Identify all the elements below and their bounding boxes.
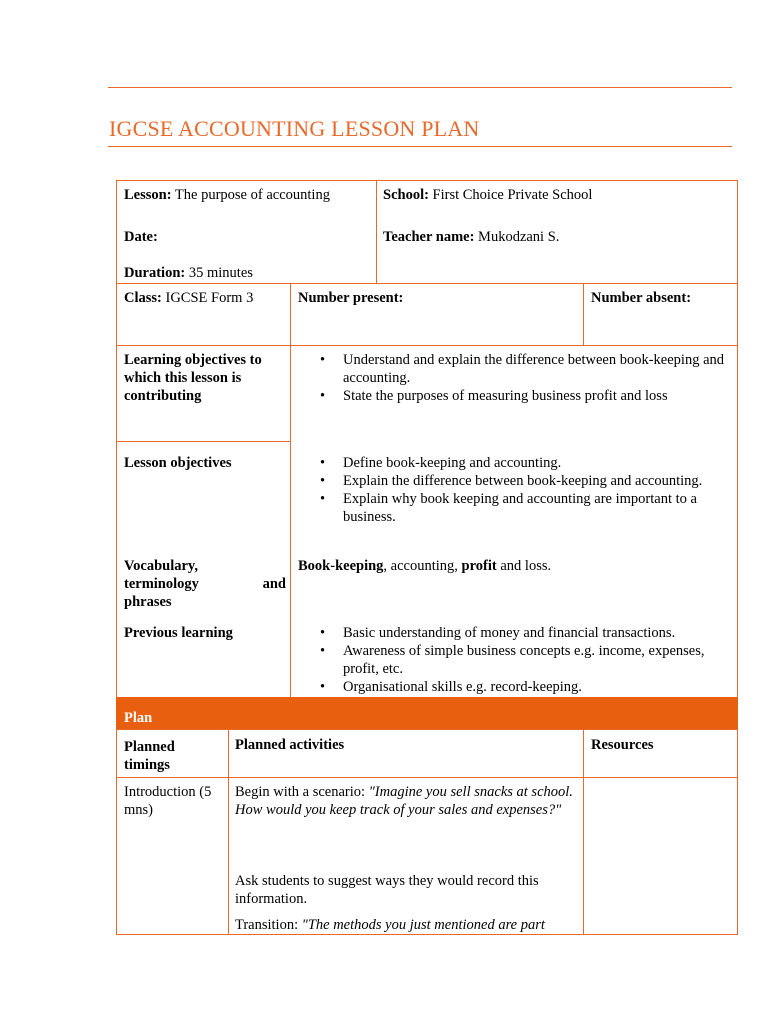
absent-label: Number absent: bbox=[591, 290, 692, 306]
present-label: Number present: bbox=[298, 290, 404, 306]
previous-learning-label: Previous learning bbox=[124, 625, 233, 641]
row1-transition-quote: "The methods you just mentioned are part bbox=[301, 917, 545, 933]
list-item: • Explain the difference between book-keeping and accounting. bbox=[317, 472, 732, 490]
page-title: IGCSE ACCOUNTING LESSON PLAN bbox=[109, 116, 480, 141]
vocabulary-text bbox=[298, 557, 551, 575]
vocabulary-label bbox=[124, 557, 286, 611]
class-label: Class: bbox=[124, 290, 162, 306]
row1-quote: "Imagine you sell snacks at school. How would you keep track of your sales and expenses?" bbox=[235, 784, 573, 818]
list-item: • Define book-keeping and accounting. bbox=[317, 454, 732, 472]
lesson-value: The purpose of accounting bbox=[174, 187, 330, 203]
top-rule bbox=[108, 87, 732, 88]
school-label: School: bbox=[383, 187, 429, 203]
list-item: • Explain why book keeping and accounting are important to a business. bbox=[317, 490, 732, 526]
plan-bar bbox=[116, 697, 738, 730]
duration-label: Duration: bbox=[124, 265, 186, 281]
lo-label-line2: which this lesson is bbox=[124, 370, 242, 386]
lo-label-line1: Learning objectives to bbox=[124, 352, 262, 368]
plan-bar-label: Plan bbox=[124, 710, 153, 726]
row1-timing: Introduction (5 mns) bbox=[124, 784, 212, 818]
list-item: • Understand and explain the difference between book-keeping and accounting. bbox=[317, 351, 732, 387]
class-field bbox=[124, 289, 253, 307]
col-header-timings: Planned timings bbox=[124, 739, 175, 773]
class-value: IGCSE Form 3 bbox=[165, 290, 254, 306]
teacher-value: Mukodzani S. bbox=[478, 229, 560, 245]
title-rule bbox=[108, 146, 732, 147]
col-header-activities: Planned activities bbox=[235, 737, 345, 753]
row1-begin: Begin with a scenario: bbox=[235, 784, 369, 800]
vocab-sep: , accounting, bbox=[383, 558, 462, 574]
lesson-field bbox=[124, 186, 330, 204]
row1-transition-label: Transition: bbox=[235, 917, 302, 933]
learning-objectives-list bbox=[317, 351, 732, 405]
learning-objectives-label bbox=[124, 351, 284, 405]
teacher-label: Teacher name: bbox=[383, 229, 475, 245]
lesson-label: Lesson: bbox=[124, 187, 172, 203]
lo-label-line3: contributing bbox=[124, 388, 202, 404]
previous-learning-list bbox=[317, 624, 735, 696]
list-item: • Basic understanding of money and financial transactions. bbox=[317, 624, 735, 642]
col-header-resources: Resources bbox=[591, 737, 654, 753]
lesson-objectives-list bbox=[317, 454, 732, 526]
vocab-label-line2 bbox=[124, 575, 286, 593]
plan-row1-resources-cell bbox=[583, 777, 738, 935]
school-value: First Choice Private School bbox=[432, 187, 593, 203]
list-item: • State the purposes of measuring business profit and loss bbox=[317, 387, 732, 405]
row1-activity-scenario bbox=[235, 783, 575, 819]
vocab-tail: and loss. bbox=[496, 558, 552, 574]
vocab-label-and: and bbox=[262, 576, 286, 592]
duration-value: 35 minutes bbox=[188, 265, 253, 281]
school-field bbox=[383, 186, 592, 204]
teacher-field bbox=[383, 228, 559, 246]
list-item: • Organisational skills e.g. record-keeping. bbox=[317, 678, 735, 696]
row1-activity-ask: Ask students to suggest ways they would record this information. bbox=[235, 873, 539, 907]
lesson-objectives-label: Lesson objectives bbox=[124, 455, 232, 471]
vocab-term-bookkeeping: Book-keeping bbox=[298, 558, 384, 574]
vocab-label-terminology: terminology bbox=[124, 576, 199, 592]
row1-activity-transition bbox=[235, 916, 580, 933]
vocab-term-profit: profit bbox=[461, 558, 497, 574]
duration-field bbox=[124, 264, 253, 282]
vocab-label-line3: phrases bbox=[124, 594, 172, 610]
list-item: • Awareness of simple business concepts e.g. income, expenses, profit, etc. bbox=[317, 642, 735, 678]
vocab-label-line1: Vocabulary, bbox=[124, 558, 198, 574]
objectives-divider bbox=[290, 345, 291, 698]
date-label: Date: bbox=[124, 229, 158, 245]
